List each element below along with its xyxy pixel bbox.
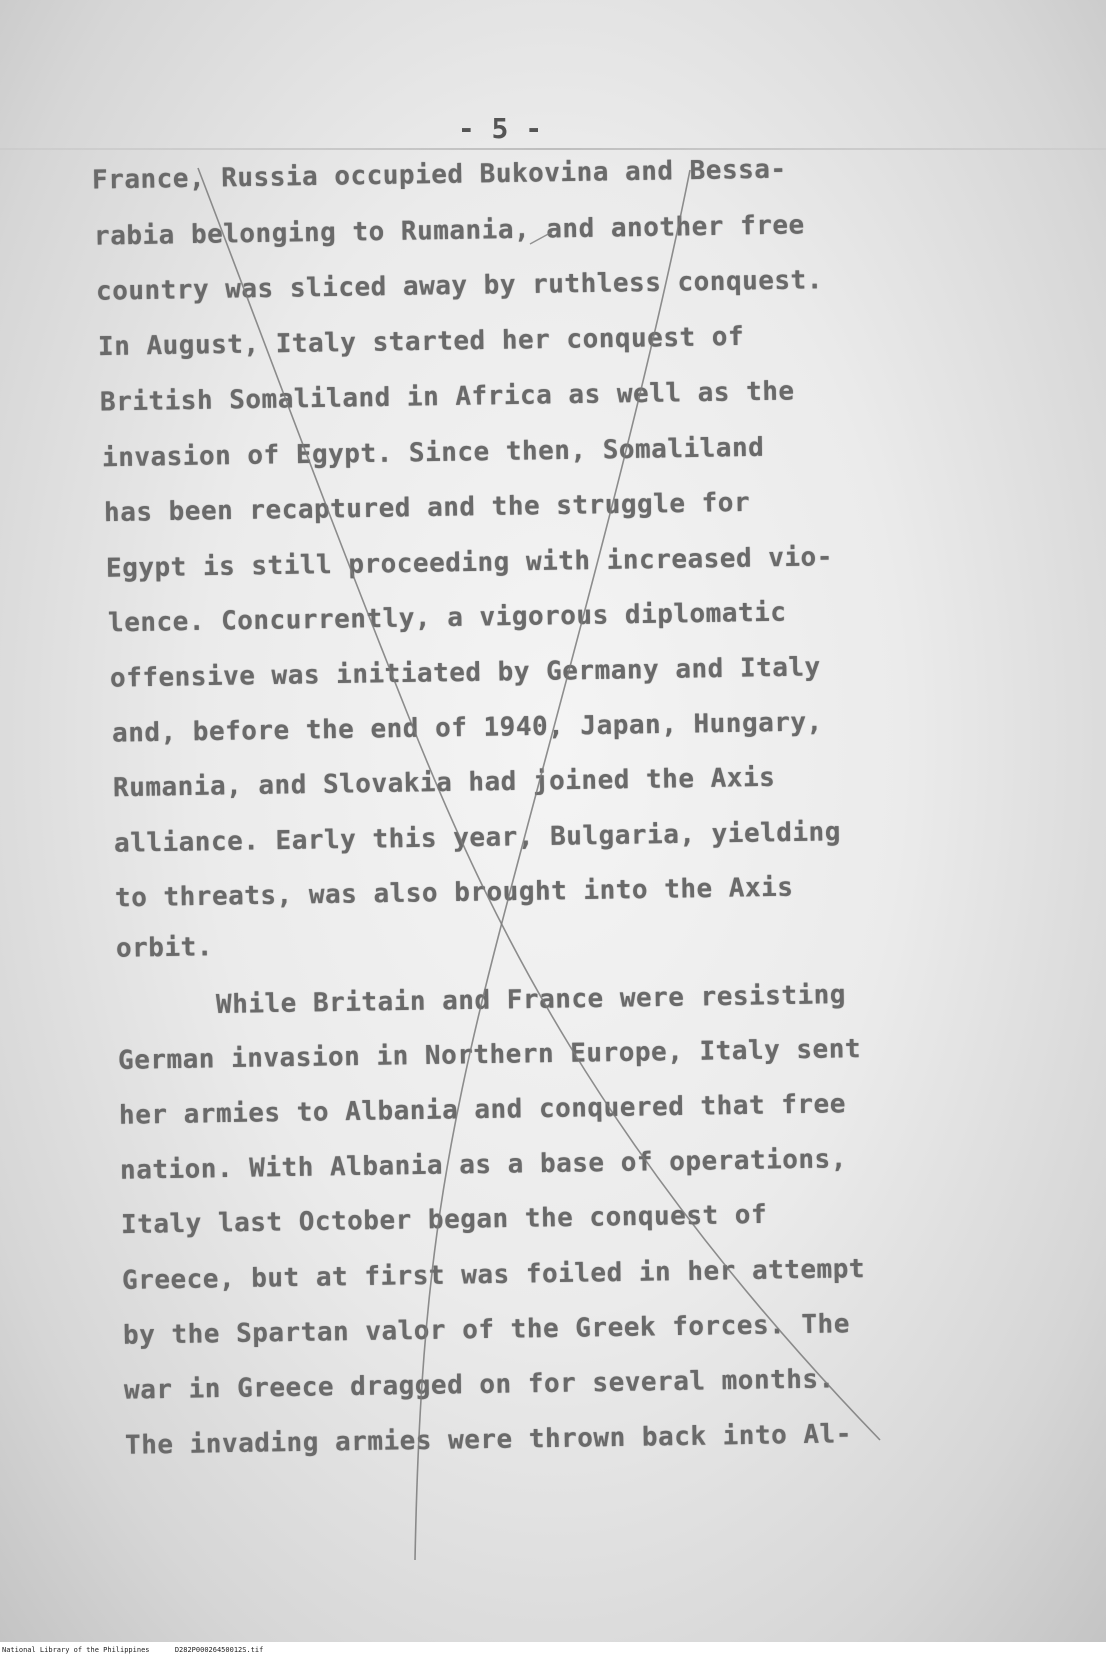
text-line: Greece, but at first was foiled in her attempt [121,1254,866,1296]
text-line: France, Russia occupied Bukovina and Bessa- [91,154,787,196]
text-line: alliance. Early this year, Bulgaria, yielding [113,817,842,859]
text-line: country was sliced away by ruthless conquest. [95,265,824,307]
text-line: Egypt is still proceeding with increased vio- [105,542,834,584]
text-line: orbit. [115,932,214,964]
footer-file-id: D282P00026450012S.tif [174,1646,264,1654]
text-line: While Britain and France were resisting [215,980,847,1020]
text-line: German invasion in Northern Europe, Italy sent [117,1034,862,1076]
text-line: offensive was initiated by Germany and Italy [109,652,821,694]
text-line: by the Spartan valor of the Greek forces. The [122,1309,851,1351]
text-line: her armies to Albania and conquered that free [118,1089,847,1131]
text-line: Italy last October began the conquest of [120,1199,768,1241]
page-number: - 5 - [457,112,543,145]
text-line: and, before the end of 1940, Japan, Hungary, [111,707,823,749]
text-line: lence. Concurrently, a vigorous diplomatic [107,597,787,639]
text-line: British Somaliland in Africa as well as the [99,376,795,418]
text-line: Rumania, and Slovakia had joined the Axis [112,762,776,804]
footer-caption [2,1646,263,1654]
text-line: rabia belonging to Rumania, and another free [93,210,805,252]
text-line: has been recaptured and the struggle for [103,487,751,529]
text-line: invasion of Egypt. Since then, Somaliland [101,432,765,474]
text-line: The invading armies were thrown back into Al- [124,1419,853,1461]
footer-library: National Library of the Philippines [2,1646,150,1654]
text-line: to threats, was also brought into the Axis [114,872,794,914]
text-line: war in Greece dragged on for several months. [123,1364,835,1406]
text-line: In August, Italy started her conquest of [97,321,745,363]
text-line: nation. With Albania as a base of operations, [119,1144,848,1186]
